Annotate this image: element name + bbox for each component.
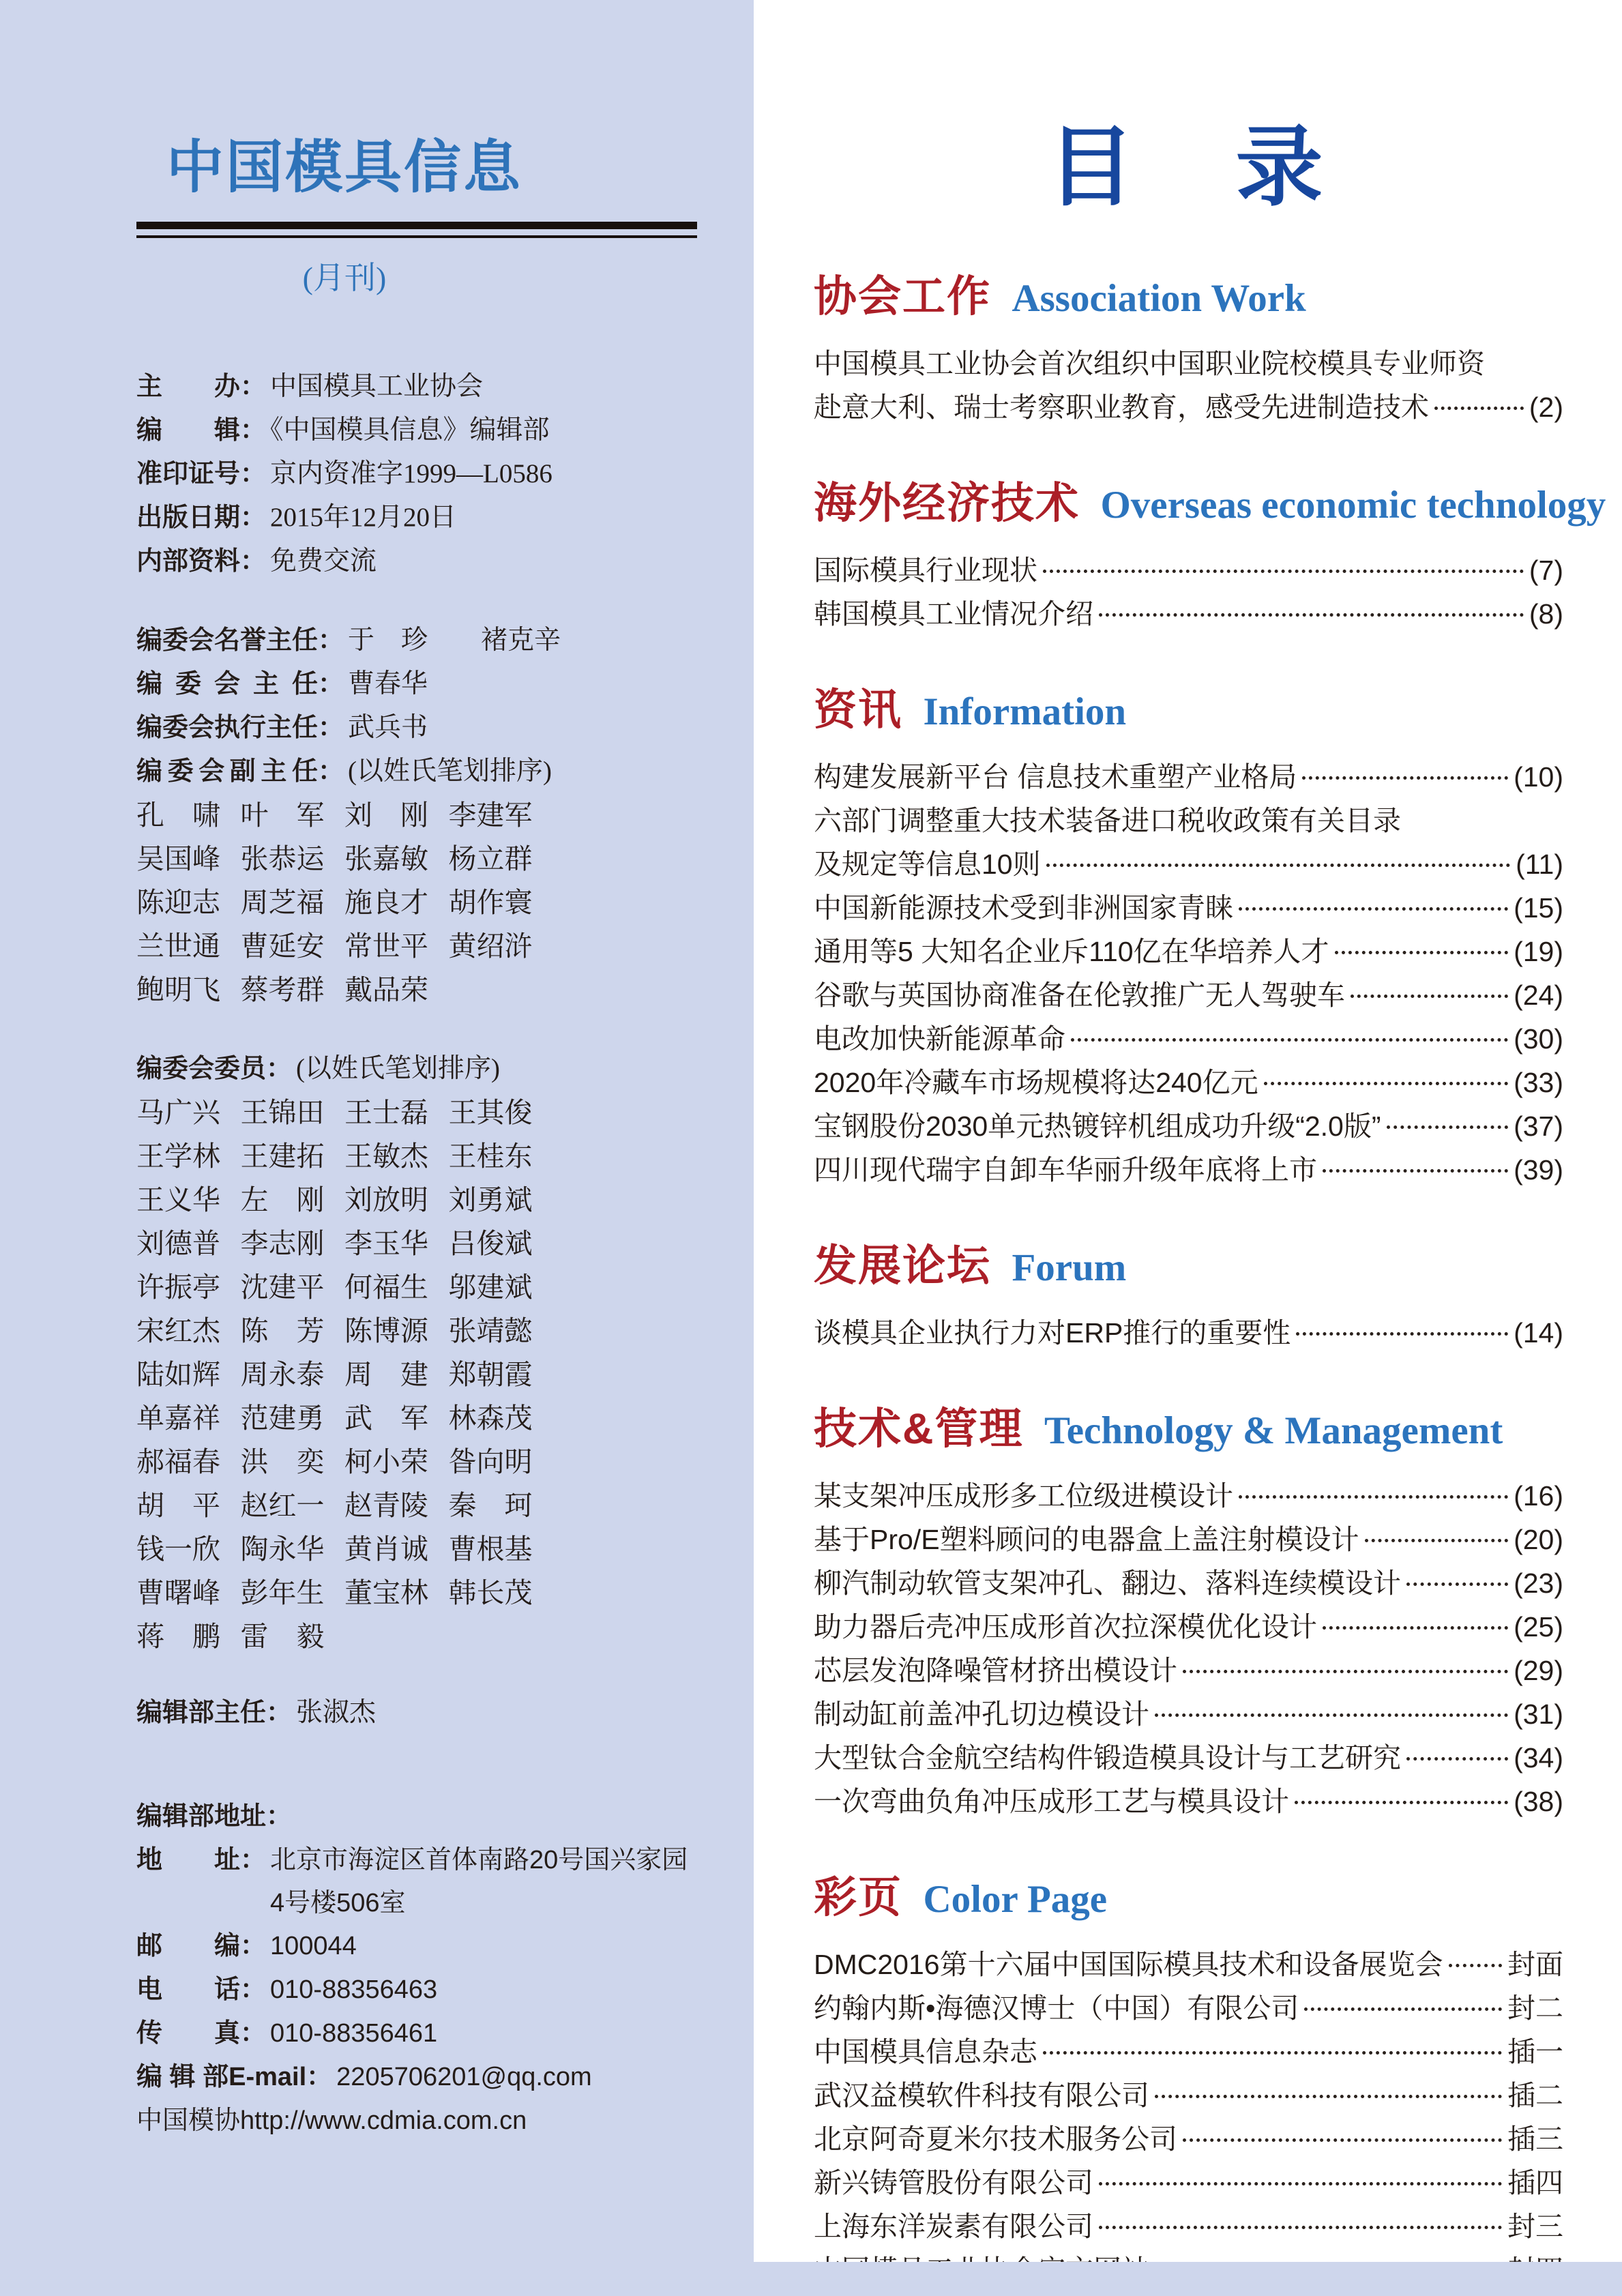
toc-entry bbox=[814, 342, 1563, 385]
toc-entry-title: 宝钢股份2030单元热镀锌机组成功升级“2.0版” bbox=[814, 1110, 1381, 1142]
person-name: 王敏杰 bbox=[344, 1140, 428, 1172]
person-name: 董宝林 bbox=[344, 1577, 428, 1608]
toc-panel bbox=[754, 0, 1622, 2292]
contact-row bbox=[136, 1838, 688, 1924]
toc-entry-title: 及规定等信息10则 bbox=[814, 849, 1041, 880]
toc-entry bbox=[814, 548, 1563, 592]
leader-dots bbox=[1046, 864, 1511, 867]
board-label: 编委会主任 bbox=[136, 670, 318, 698]
contact-row bbox=[136, 1968, 552, 2012]
person-name: 李建军 bbox=[448, 799, 533, 831]
toc-entry-title: 制动缸前盖冲孔切边模设计 bbox=[814, 1698, 1149, 1730]
publication-info bbox=[136, 365, 552, 583]
toc-section bbox=[814, 1231, 1563, 1355]
section-entries bbox=[814, 755, 1563, 1192]
toc-entry-title: 谈模具企业执行力对ERP推行的重要性 bbox=[814, 1317, 1291, 1349]
person-name: 叶 军 bbox=[240, 799, 325, 831]
toc-entry-page: (38) bbox=[1514, 1786, 1563, 1817]
toc-entry bbox=[814, 2161, 1563, 2205]
toc-title: 目 录 bbox=[1047, 119, 1330, 216]
person-name: 张恭运 bbox=[240, 843, 325, 874]
person-name: 雷 毅 bbox=[240, 1621, 325, 1652]
section-entries bbox=[814, 548, 1563, 636]
section-heading bbox=[814, 1231, 1563, 1293]
section-heading bbox=[814, 1394, 1563, 1456]
info-label: 准印证号 bbox=[136, 460, 241, 488]
toc-entry-title: 柳汽制动软管支架冲孔、翻边、落料连续模设计 bbox=[814, 1568, 1401, 1599]
leader-dots bbox=[1183, 2138, 1502, 2142]
toc-entry-page: (31) bbox=[1514, 1698, 1563, 1730]
leader-dots bbox=[1043, 570, 1524, 573]
leader-dots bbox=[1239, 1495, 1508, 1499]
toc-entry-title: 国际模具行业现状 bbox=[814, 555, 1037, 586]
info-value: 京内资准字1999—L0586 bbox=[270, 459, 552, 488]
person-name: 昝向明 bbox=[448, 1446, 533, 1477]
director-name: 张淑杰 bbox=[296, 1698, 377, 1727]
board-label: 编委会名誉主任 bbox=[136, 626, 319, 655]
toc-entry-title: 北京阿奇夏米尔技术服务公司 bbox=[814, 2123, 1177, 2155]
leader-dots bbox=[1264, 1082, 1508, 1085]
toc-entry-title: 芯层发泡降噪管材挤出模设计 bbox=[814, 1655, 1177, 1686]
toc-entry-title: 谷歌与英国协商准备在伦敦推广无人驾驶车 bbox=[814, 980, 1345, 1011]
toc-entry-page: (15) bbox=[1514, 892, 1563, 924]
toc-entry-page: 封二 bbox=[1507, 1992, 1563, 2024]
person-name: 王锦田 bbox=[240, 1097, 325, 1128]
toc-entry bbox=[814, 930, 1563, 973]
person-name: 赵青陵 bbox=[344, 1490, 428, 1521]
publication-info-row bbox=[136, 540, 552, 583]
section-title-en: Forum bbox=[1012, 1246, 1127, 1289]
toc-entry-page: 封面 bbox=[1507, 1949, 1563, 1980]
email-label: 编 辑 部E-mail bbox=[136, 2063, 307, 2091]
toc-entry-title: 约翰内斯•海德汉博士（中国）有限公司 bbox=[814, 1992, 1299, 2024]
toc-entry-title: 助力器后壳冲压成形首次拉深模优化设计 bbox=[814, 1611, 1317, 1643]
toc-entry-page: (2) bbox=[1529, 392, 1563, 423]
colon: ： bbox=[266, 1055, 293, 1083]
person-name: 赵红一 bbox=[240, 1490, 325, 1521]
publication-info-row bbox=[136, 496, 552, 540]
person-name: 曹根基 bbox=[448, 1533, 533, 1565]
person-name: 张嘉敏 bbox=[344, 843, 428, 874]
section-heading bbox=[814, 469, 1606, 531]
person-name: 沈建平 bbox=[240, 1271, 325, 1303]
person-name: 许振亭 bbox=[136, 1271, 220, 1303]
members-label: 编委会委员 bbox=[136, 1055, 267, 1083]
toc-entry-title: 基于Pro/E塑料顾问的电器盒上盖注射模设计 bbox=[814, 1524, 1359, 1555]
info-value: 2015年12月20日 bbox=[270, 503, 457, 532]
toc-entry-title: 中国模具信息杂志 bbox=[814, 2036, 1037, 2067]
section-title-zh: 资讯 bbox=[814, 686, 902, 734]
person-name: 王义华 bbox=[136, 1184, 220, 1216]
toc-entry-title: 电改加快新能源革命 bbox=[814, 1023, 1065, 1055]
contact-label: 传真 bbox=[136, 2019, 240, 2048]
contact-row bbox=[136, 1924, 552, 1968]
person-name: 范建勇 bbox=[240, 1402, 325, 1434]
person-name: 钱一欣 bbox=[136, 1533, 220, 1565]
bottom-strip bbox=[0, 2262, 1622, 2296]
toc-entry bbox=[814, 755, 1563, 799]
colon: ： bbox=[240, 2019, 267, 2048]
toc-entry bbox=[814, 1474, 1563, 1518]
person-name: 施良才 bbox=[344, 887, 428, 918]
person-name: 林森茂 bbox=[448, 1402, 533, 1434]
board-row bbox=[136, 706, 552, 750]
address-line2: 4号楼506室 bbox=[270, 1889, 406, 1917]
toc-entry bbox=[814, 1104, 1563, 1148]
person-name: 王其俊 bbox=[448, 1097, 533, 1128]
person-name: 洪 奕 bbox=[240, 1446, 325, 1477]
leader-dots bbox=[1406, 1757, 1508, 1761]
person-name: 刘勇斌 bbox=[448, 1184, 533, 1216]
info-value: 中国模具工业协会 bbox=[270, 372, 484, 401]
toc-entry-title: 构建发展新平台 信息技术重塑产业格局 bbox=[814, 761, 1297, 793]
person-name: 张靖懿 bbox=[448, 1315, 533, 1346]
toc-entry-page: (33) bbox=[1514, 1067, 1563, 1098]
section-title-en: Color Page bbox=[923, 1878, 1108, 1921]
info-label: 主办 bbox=[136, 372, 240, 401]
toc-entry-title: 一次弯曲负角冲压成形工艺与模具设计 bbox=[814, 1786, 1289, 1817]
contacts bbox=[136, 1838, 688, 2055]
person-name: 马广兴 bbox=[136, 1097, 220, 1128]
leader-dots bbox=[1449, 1964, 1502, 1967]
person-name: 蒋 鹏 bbox=[136, 1621, 220, 1652]
publication-info-row bbox=[136, 409, 552, 452]
toc-section bbox=[814, 1863, 1563, 2292]
toc-entry bbox=[814, 2030, 1563, 2074]
leader-dots bbox=[1183, 1670, 1508, 1673]
person-name: 陈博源 bbox=[344, 1315, 428, 1346]
info-value: 免费交流 bbox=[270, 546, 377, 576]
toc-entry-page: (39) bbox=[1514, 1154, 1563, 1186]
email-value: 2205706201@qq.com bbox=[336, 2063, 592, 2091]
person-name: 刘放明 bbox=[344, 1184, 428, 1216]
masthead bbox=[136, 121, 552, 298]
toc-entry bbox=[814, 2117, 1563, 2161]
section-heading bbox=[814, 675, 1563, 737]
colon: ： bbox=[240, 1846, 267, 1874]
toc-entry-title: 中国模具工业协会首次组织中国职业院校模具专业师资 bbox=[814, 348, 1485, 379]
toc-entry bbox=[814, 1148, 1563, 1192]
board-value: 于 珍 褚克辛 bbox=[348, 625, 561, 655]
person-name: 黄肖诚 bbox=[344, 1533, 428, 1565]
toc-entry-title: DMC2016第十六届中国国际模具技术和设备展览会 bbox=[814, 1949, 1443, 1980]
colon: ： bbox=[240, 416, 267, 445]
board-label: 编委会副主任 bbox=[136, 757, 318, 786]
toc-entry-page: 封三 bbox=[1507, 2211, 1563, 2242]
members-note: (以姓氏笔划排序) bbox=[296, 1054, 501, 1083]
toc-entry bbox=[814, 973, 1563, 1017]
masthead-rule bbox=[136, 222, 697, 238]
contact-value: 北京市海淀区首体南路20号国兴家园 bbox=[270, 1846, 688, 1874]
person-name: 左 刚 bbox=[240, 1184, 325, 1216]
toc-entry-page: 插一 bbox=[1507, 2036, 1563, 2067]
toc-entry bbox=[814, 1518, 1563, 1561]
toc-entry bbox=[814, 1736, 1563, 1780]
members-header bbox=[136, 1047, 552, 1091]
colon: ： bbox=[318, 626, 344, 655]
toc-entry bbox=[814, 1780, 1563, 1823]
toc-section bbox=[814, 469, 1606, 636]
toc-entry bbox=[814, 1692, 1563, 1736]
leader-dots bbox=[1239, 907, 1508, 911]
person-name: 刘 刚 bbox=[344, 799, 428, 831]
toc-entry bbox=[814, 2074, 1563, 2117]
info-label: 内部资料 bbox=[136, 547, 241, 576]
person-name: 陆如辉 bbox=[136, 1359, 220, 1390]
contact-label: 地址 bbox=[136, 1846, 240, 1874]
board-row bbox=[136, 750, 552, 793]
section-entries bbox=[814, 342, 1563, 429]
leader-dots bbox=[1296, 1332, 1508, 1336]
toc-entry-page: (30) bbox=[1514, 1023, 1563, 1055]
director-label: 编辑部主任 bbox=[136, 1698, 267, 1727]
person-name: 曹延安 bbox=[240, 930, 325, 962]
toc-entry-page: (24) bbox=[1514, 980, 1563, 1011]
toc-entry-page: (34) bbox=[1514, 1742, 1563, 1773]
person-name: 刘德普 bbox=[136, 1228, 220, 1259]
leader-dots bbox=[1099, 2226, 1502, 2229]
person-name: 李玉华 bbox=[344, 1228, 428, 1259]
contact-value: 010-88356463 bbox=[270, 1975, 438, 2004]
leader-dots bbox=[1155, 2095, 1502, 2098]
board-value: 武兵书 bbox=[348, 713, 428, 742]
toc-entry bbox=[814, 1605, 1563, 1649]
person-name: 黄绍浒 bbox=[448, 930, 533, 962]
toc-entry bbox=[814, 592, 1563, 636]
person-name: 李志刚 bbox=[240, 1228, 325, 1259]
leader-dots bbox=[1406, 1583, 1508, 1586]
colon: ： bbox=[240, 1975, 267, 2004]
members-grid bbox=[136, 1091, 552, 1658]
toc-entry bbox=[814, 1649, 1563, 1692]
person-name: 吕俊斌 bbox=[448, 1228, 533, 1259]
toc-section bbox=[814, 1394, 1563, 1823]
person-name: 王建拓 bbox=[240, 1140, 325, 1172]
colon: ： bbox=[266, 1802, 293, 1831]
section-title-en: Technology & Management bbox=[1044, 1409, 1503, 1452]
toc-entry-title: 大型钛合金航空结构件锻造模具设计与工艺研究 bbox=[814, 1742, 1401, 1773]
person-name: 王士磊 bbox=[344, 1097, 428, 1128]
toc-entry-title: 新兴铸管股份有限公司 bbox=[814, 2167, 1093, 2198]
person-name: 鲍明飞 bbox=[136, 974, 220, 1005]
toc-entry-page: (10) bbox=[1514, 761, 1563, 793]
address-header-label: 编辑部地址 bbox=[136, 1802, 267, 1831]
colon: ： bbox=[240, 460, 267, 488]
leader-dots bbox=[1099, 2182, 1502, 2185]
toc-entry-title: 六部门调整重大技术装备进口税收政策有关目录 bbox=[814, 805, 1401, 836]
section-title-en: Association Work bbox=[1012, 277, 1306, 320]
board-row bbox=[136, 619, 561, 662]
person-name: 邬建斌 bbox=[448, 1271, 533, 1303]
leader-dots bbox=[1323, 1169, 1508, 1173]
person-name: 柯小荣 bbox=[344, 1446, 428, 1477]
board-value: (以姓氏笔划排序) bbox=[348, 756, 552, 786]
magazine-title: 中国模具信息 bbox=[166, 135, 522, 199]
toc-entry bbox=[814, 1986, 1563, 2030]
toc-sections bbox=[814, 262, 1606, 2292]
toc-entry-title: 上海东洋炭素有限公司 bbox=[814, 2211, 1093, 2242]
section-title-zh: 彩页 bbox=[814, 1874, 902, 1922]
person-name: 郝福春 bbox=[136, 1446, 220, 1477]
toc-entry-page: (19) bbox=[1514, 936, 1563, 967]
person-name: 兰世通 bbox=[136, 930, 220, 962]
person-name: 彭年生 bbox=[240, 1577, 325, 1608]
contact-row bbox=[136, 2012, 552, 2055]
left-panel bbox=[0, 0, 754, 2296]
toc-entry-page: (23) bbox=[1514, 1568, 1563, 1599]
person-name: 王桂东 bbox=[448, 1140, 533, 1172]
toc-entry-title: 武汉益模软件科技有限公司 bbox=[814, 2080, 1149, 2111]
person-name: 陈 芳 bbox=[240, 1315, 325, 1346]
section-title-en: Overseas economic technology bbox=[1100, 484, 1606, 527]
person-name: 陈迎志 bbox=[136, 887, 220, 918]
website-line: 中国模协http://www.cdmia.com.cn bbox=[136, 2106, 527, 2135]
leader-dots bbox=[1043, 2051, 1502, 2055]
person-name: 蔡考群 bbox=[240, 974, 325, 1005]
person-name: 郑朝霞 bbox=[448, 1359, 533, 1390]
toc-entry bbox=[814, 1311, 1563, 1355]
person-name: 曹曙峰 bbox=[136, 1577, 220, 1608]
info-value: 《中国模具信息》编辑部 bbox=[270, 415, 550, 445]
person-name: 陶永华 bbox=[240, 1533, 325, 1565]
toc-entry-title: 赴意大利、瑞士考察职业教育，感受先进制造技术 bbox=[814, 392, 1429, 423]
toc-entry-title: 某支架冲压成形多工位级进模设计 bbox=[814, 1480, 1233, 1512]
section-entries bbox=[814, 1311, 1563, 1355]
colon: ： bbox=[318, 670, 344, 698]
leader-dots bbox=[1351, 995, 1508, 998]
leader-dots bbox=[1387, 1125, 1509, 1129]
toc-entry-page: (16) bbox=[1514, 1480, 1563, 1512]
toc-section bbox=[814, 675, 1563, 1192]
colon: ： bbox=[240, 372, 267, 401]
toc-entry bbox=[814, 886, 1563, 930]
person-name: 常世平 bbox=[344, 930, 428, 962]
section-title-zh: 海外经济技术 bbox=[814, 480, 1080, 527]
colon: ： bbox=[266, 1698, 293, 1727]
person-name: 胡作寰 bbox=[448, 887, 533, 918]
leader-dots bbox=[1304, 2007, 1502, 2011]
colon: ： bbox=[318, 713, 344, 742]
person-name: 吴国峰 bbox=[136, 843, 220, 874]
person-name: 杨立群 bbox=[448, 843, 533, 874]
toc-entry-title: 韩国模具工业情况介绍 bbox=[814, 598, 1093, 630]
leader-dots bbox=[1302, 776, 1508, 780]
info-label: 出版日期 bbox=[136, 503, 241, 532]
editorial-board bbox=[136, 619, 561, 793]
toc-entry-title: 通用等5 大知名企业斥110亿在华培养人才 bbox=[814, 936, 1329, 967]
contact-value: 010-88356461 bbox=[270, 2019, 438, 2048]
leader-dots bbox=[1335, 951, 1509, 954]
person-name: 武 军 bbox=[344, 1402, 428, 1434]
contact-label: 电话 bbox=[136, 1975, 240, 2004]
colon: ： bbox=[306, 2063, 333, 2091]
person-name: 周芝福 bbox=[240, 887, 325, 918]
contact-label: 邮编 bbox=[136, 1932, 240, 1960]
colon: ： bbox=[240, 547, 267, 576]
toc-entry-page: (20) bbox=[1514, 1524, 1563, 1555]
toc-entry-page: (8) bbox=[1529, 598, 1563, 630]
toc-entry bbox=[814, 1017, 1563, 1061]
toc-entry-page: (7) bbox=[1529, 555, 1563, 586]
person-name: 韩长茂 bbox=[448, 1577, 533, 1608]
section-entries bbox=[814, 1474, 1563, 1823]
toc-entry-page: (11) bbox=[1516, 849, 1563, 880]
toc-entry-page: 插二 bbox=[1507, 2080, 1563, 2111]
colon: ： bbox=[318, 757, 344, 786]
board-label: 编委会执行主任 bbox=[136, 713, 319, 742]
board-value: 曹春华 bbox=[348, 669, 428, 698]
email-row bbox=[136, 2055, 592, 2099]
publication-info-row bbox=[136, 365, 552, 409]
board-row bbox=[136, 662, 552, 706]
section-title-en: Information bbox=[923, 690, 1127, 733]
leader-dots bbox=[1099, 613, 1524, 617]
section-heading bbox=[814, 262, 1563, 324]
toc-entry-title: 中国新能源技术受到非洲国家青睐 bbox=[814, 892, 1233, 924]
section-title-zh: 协会工作 bbox=[814, 273, 991, 321]
publication-info-row bbox=[136, 452, 552, 496]
person-name: 宋红杰 bbox=[136, 1315, 220, 1346]
person-name: 戴品荣 bbox=[344, 974, 428, 1005]
magazine-subtitle: (月刊) bbox=[302, 261, 387, 295]
person-name: 周永泰 bbox=[240, 1359, 325, 1390]
person-name: 周 建 bbox=[344, 1359, 428, 1390]
section-entries bbox=[814, 1943, 1563, 2292]
toc-entry bbox=[814, 842, 1563, 886]
toc-entry-title: 四川现代瑞宇自卸车华丽升级年底将上市 bbox=[814, 1154, 1317, 1186]
person-name: 王学林 bbox=[136, 1140, 220, 1172]
person-name: 秦 珂 bbox=[448, 1490, 533, 1521]
colon: ： bbox=[240, 1932, 267, 1960]
leader-dots bbox=[1323, 1626, 1508, 1630]
person-name: 单嘉祥 bbox=[136, 1402, 220, 1434]
section-title-zh: 发展论坛 bbox=[814, 1242, 991, 1290]
person-name: 孔 啸 bbox=[136, 799, 220, 831]
toc-entry-page: 插四 bbox=[1507, 2167, 1563, 2198]
leader-dots bbox=[1295, 1801, 1508, 1804]
toc-entry bbox=[814, 1061, 1563, 1104]
leader-dots bbox=[1365, 1539, 1509, 1542]
toc-entry-title: 2020年冷藏车市场规模将达240亿元 bbox=[814, 1067, 1258, 1098]
leader-dots bbox=[1155, 1713, 1508, 1717]
colon: ： bbox=[240, 503, 267, 532]
toc-entry bbox=[814, 2205, 1563, 2248]
leader-dots bbox=[1434, 407, 1524, 410]
section-title-zh: 技术&管理 bbox=[814, 1405, 1024, 1453]
toc-entry bbox=[814, 1943, 1563, 1986]
info-label: 编辑 bbox=[136, 416, 240, 445]
person-name: 何福生 bbox=[344, 1271, 428, 1303]
person-name: 胡 平 bbox=[136, 1490, 220, 1521]
toc-section bbox=[814, 262, 1563, 429]
toc-entry-page: (14) bbox=[1514, 1317, 1563, 1349]
leader-dots bbox=[1071, 1038, 1508, 1042]
toc-entry bbox=[814, 799, 1563, 842]
toc-entry-page: 插三 bbox=[1507, 2123, 1563, 2155]
toc-entry-page: (37) bbox=[1514, 1110, 1563, 1142]
director-row bbox=[136, 1691, 552, 1735]
toc-entry-page: (25) bbox=[1514, 1611, 1563, 1643]
deputy-directors-grid bbox=[136, 793, 552, 1012]
contact-value: 100044 bbox=[270, 1932, 357, 1960]
toc-entry bbox=[814, 385, 1563, 429]
toc-entry-page: (29) bbox=[1514, 1655, 1563, 1686]
section-heading bbox=[814, 1863, 1563, 1925]
address-header bbox=[136, 1795, 552, 1838]
toc-entry bbox=[814, 1561, 1563, 1605]
